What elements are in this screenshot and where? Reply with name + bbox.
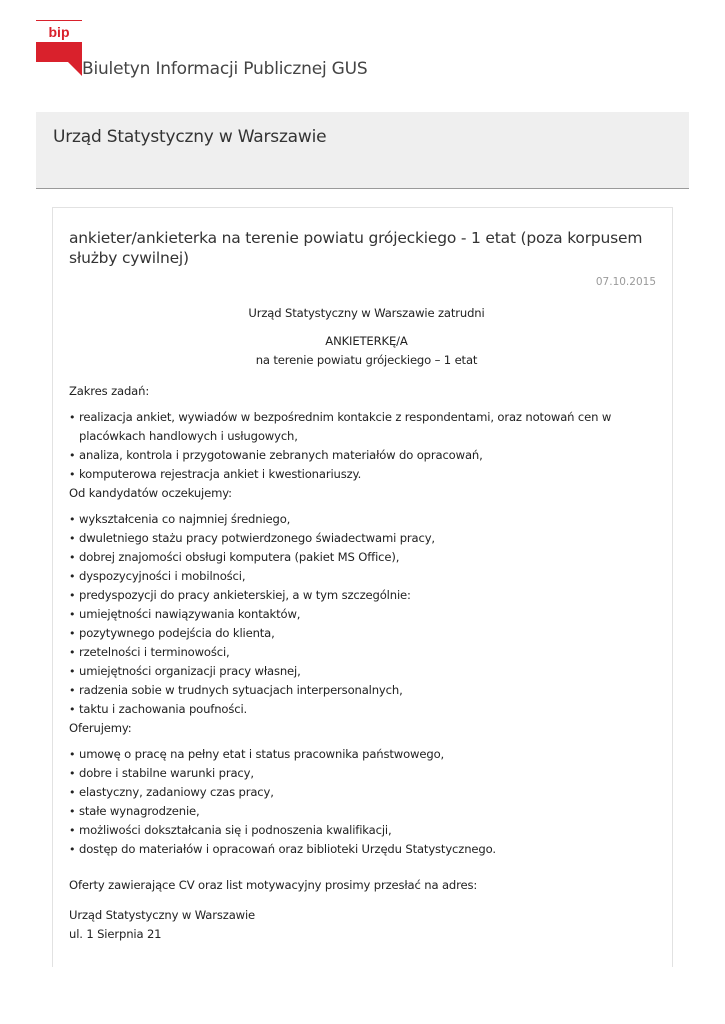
list-item: • wykształcenia co najmniej średniego,: [69, 510, 664, 529]
bip-logo-icon: [36, 20, 84, 76]
tasks-list: [69, 408, 664, 484]
address-line: ul. 1 Sierpnia 21: [69, 927, 162, 941]
address-line: Urząd Statystyczny w Warszawie: [69, 908, 256, 922]
list-item: • umowę o pracę na pełny etat i status pracownika państwowego,: [69, 745, 664, 764]
bip-logo-text: bip: [48, 24, 70, 40]
list-item: • analiza, kontrola i przygotowanie zebranych materiałów do opracowań,: [69, 446, 664, 465]
requirements-heading: Od kandydatów oczekujemy:: [69, 486, 232, 500]
article-card: [52, 207, 673, 967]
article-body: [69, 304, 664, 944]
list-item: • taktu i zachowania poufności.: [69, 700, 664, 719]
bip-logo[interactable]: [36, 20, 84, 76]
list-item: • predyspozycji do pracy ankieterskiej, a w tym szczególnie:: [69, 586, 664, 605]
header-band: [36, 112, 689, 189]
list-item: • umiejętności organizacji pracy własnej,: [69, 662, 664, 681]
list-item: • dobrej znajomości obsługi komputera (pakiet MS Office),: [69, 548, 664, 567]
article-date: 07.10.2015: [595, 276, 656, 288]
tasks-heading: Zakres zadań:: [69, 384, 150, 398]
list-item: • pozytywnego podejścia do klienta,: [69, 624, 664, 643]
list-item: • rzetelności i terminowości,: [69, 643, 664, 662]
article-title: ankieter/ankieterka na terenie powiatu grójeckiego - 1 etat (poza korpusem służby cywilnej): [69, 229, 643, 267]
list-item: • dostęp do materiałów i opracowań oraz biblioteki Urzędu Statystycznego.: [69, 840, 664, 859]
offer-heading: Oferujemy:: [69, 721, 132, 735]
list-item: • możliwości dokształcania się i podnoszenia kwalifikacji,: [69, 821, 664, 840]
offer-list: [69, 745, 664, 859]
requirements-list: [69, 510, 664, 719]
list-item: • komputerowa rejestracja ankiet i kwestionariuszy.: [69, 465, 664, 484]
office-name[interactable]: Urząd Statystyczny w Warszawie: [53, 127, 327, 147]
position-location: na terenie powiatu grójeckiego – 1 etat: [255, 353, 478, 367]
list-item: • umiejętności nawiązywania kontaktów,: [69, 605, 664, 624]
site-title[interactable]: Biuletyn Informacji Publicznej GUS: [82, 59, 368, 79]
intro-text: Urząd Statystyczny w Warszawie zatrudni: [248, 306, 485, 320]
list-item: • realizacja ankiet, wywiadów w bezpośrednim kontakcie z respondentami, oraz notowań cen w placówkach handlowych i usługowych,: [69, 408, 664, 446]
list-item: • radzenia sobie w trudnych sytuacjach interpersonalnych,: [69, 681, 664, 700]
position-title: ANKIETERKĘ/A: [325, 334, 408, 348]
list-item: • dobre i stabilne warunki pracy,: [69, 764, 664, 783]
list-item: • dwuletniego stażu pracy potwierdzonego świadectwami pracy,: [69, 529, 664, 548]
list-item: • elastyczny, zadaniowy czas pracy,: [69, 783, 664, 802]
apply-text: Oferty zawierające CV oraz list motywacyjny prosimy przesłać na adres:: [69, 878, 478, 892]
list-item: • stałe wynagrodzenie,: [69, 802, 664, 821]
list-item: • dyspozycyjności i mobilności,: [69, 567, 664, 586]
